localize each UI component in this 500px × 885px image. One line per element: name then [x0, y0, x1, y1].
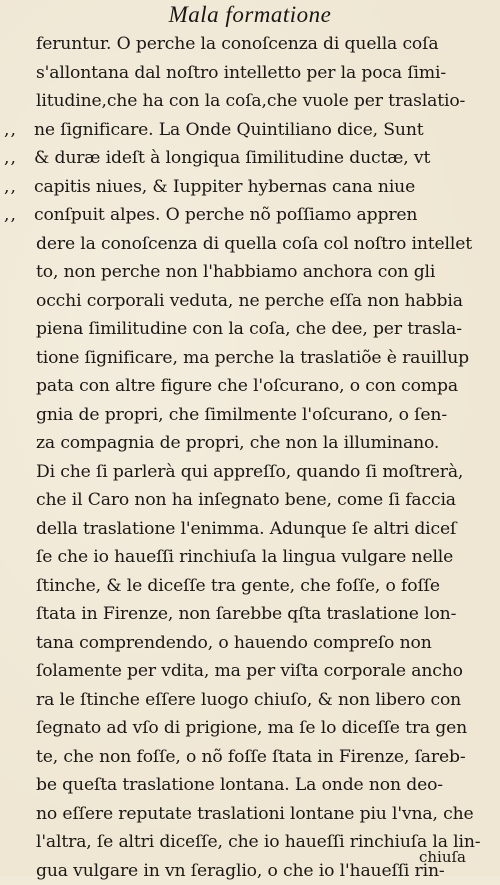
- text-line: [36, 30, 494, 59]
- text-line: [36, 600, 494, 629]
- line-text: piena ſimilitudine con la coſa, che dee, per trasla-: [36, 319, 462, 339]
- text-line: [36, 372, 494, 401]
- line-text: ſegnato ad vſo di prigione, ma ſe lo diceſſe tra gen: [36, 718, 467, 738]
- catchword: chiuſa: [419, 847, 466, 867]
- line-text: te, che non foſſe, o nõ foſſe ſtata in Firenze, ſareb-: [36, 747, 465, 767]
- running-head: Mala formatione: [0, 0, 500, 30]
- line-text: ne ſignificare. La Onde Quintiliano dice, Sunt: [34, 120, 424, 140]
- quotation-mark: ,,: [4, 173, 34, 202]
- text-line: [36, 458, 494, 487]
- line-text: ra le ſtinche eſſere luogo chiuſo, & non libero con: [36, 690, 461, 710]
- line-text: ſolamente per vdita, ma per viſta corporale ancho: [36, 661, 463, 681]
- text-line: [36, 230, 494, 259]
- quotation-mark: ,,: [4, 144, 34, 173]
- line-text: ſtata in Firenze, non ſarebbe qſta traslatione lon-: [36, 604, 456, 624]
- text-line: [36, 344, 494, 373]
- text-line: [36, 743, 494, 772]
- text-line: [36, 629, 494, 658]
- line-text: za compagnia de propri, che non la illuminano.: [36, 433, 439, 453]
- text-line: [36, 714, 494, 743]
- line-text: tana comprendendo, o hauendo compreſo non: [36, 633, 432, 653]
- line-text: capitis niues, & Iuppiter hybernas cana niue: [34, 177, 415, 197]
- line-text: tione ſignificare, ma perche la traslatiõe è rauillup: [36, 348, 469, 368]
- line-text: occhi corporali veduta, ne perche eſſa non habbia: [36, 291, 463, 311]
- line-text: feruntur. O perche la conoſcenza di quella coſa: [36, 34, 438, 54]
- text-line: [36, 486, 494, 515]
- line-text: conſpuit alpes. O perche nõ poſſiamo appren: [34, 205, 417, 225]
- text-line: [36, 401, 494, 430]
- text-line: [36, 800, 494, 829]
- line-text: gnia de propri, che ſimilmente l'oſcurano, o ſen-: [36, 405, 447, 425]
- text-line: [36, 771, 494, 800]
- line-text: to, non perche non l'habbiamo anchora con gli: [36, 262, 435, 282]
- text-line: [36, 144, 494, 173]
- quotation-mark: ,,: [4, 116, 34, 145]
- text-line: [36, 572, 494, 601]
- line-text: litudine,che ha con la coſa,che vuole per traslatio-: [36, 91, 465, 111]
- line-text: pata con altre figure che l'oſcurano, o con compa: [36, 376, 458, 396]
- line-text: no eſſere reputate traslationi lontane piu l'vna, che: [36, 804, 474, 824]
- quotation-mark: ,,: [4, 201, 34, 230]
- line-text: gua vulgare in vn ſeraglio, o che io l'haueſſi rin-: [36, 861, 445, 881]
- text-line: [36, 657, 494, 686]
- text-line: [36, 59, 494, 88]
- text-line: [36, 87, 494, 116]
- text-line: [36, 173, 494, 202]
- line-text: ſe che io haueſſi rinchiuſa la lingua vulgare nelle: [36, 547, 453, 567]
- text-line: [36, 201, 494, 230]
- text-line: [36, 686, 494, 715]
- line-text: della traslatione l'enimma. Adunque ſe altri diceſ: [36, 519, 456, 539]
- line-text: s'allontana dal noſtro intelletto per la poca ſimi-: [36, 63, 446, 83]
- line-text: che il Caro non ha inſegnato bene, come ſi faccia: [36, 490, 456, 510]
- text-line: [36, 287, 494, 316]
- text-line: [36, 543, 494, 572]
- line-text: Di che ſi parlerà qui appreſſo, quando ſi moſtrerà,: [36, 462, 463, 482]
- line-text: l'altra, ſe altri diceſſe, che io haueſſi rinchiuſa la lin-: [36, 832, 480, 852]
- line-text: ſtinche, & le diceſſe tra gente, che foſſe, o foſſe: [36, 576, 440, 596]
- body-text: [36, 30, 494, 885]
- line-text: be queſta traslatione lontana. La onde non deo-: [36, 775, 443, 795]
- line-text: dere la conoſcenza di quella coſa col noſtro intellet: [36, 234, 472, 254]
- text-line: [36, 515, 494, 544]
- text-line: [36, 258, 494, 287]
- line-text: & duræ ideſt à longiqua ſimilitudine ductæ, vt: [34, 148, 430, 168]
- text-line: [36, 116, 494, 145]
- text-line: [36, 315, 494, 344]
- text-line: [36, 429, 494, 458]
